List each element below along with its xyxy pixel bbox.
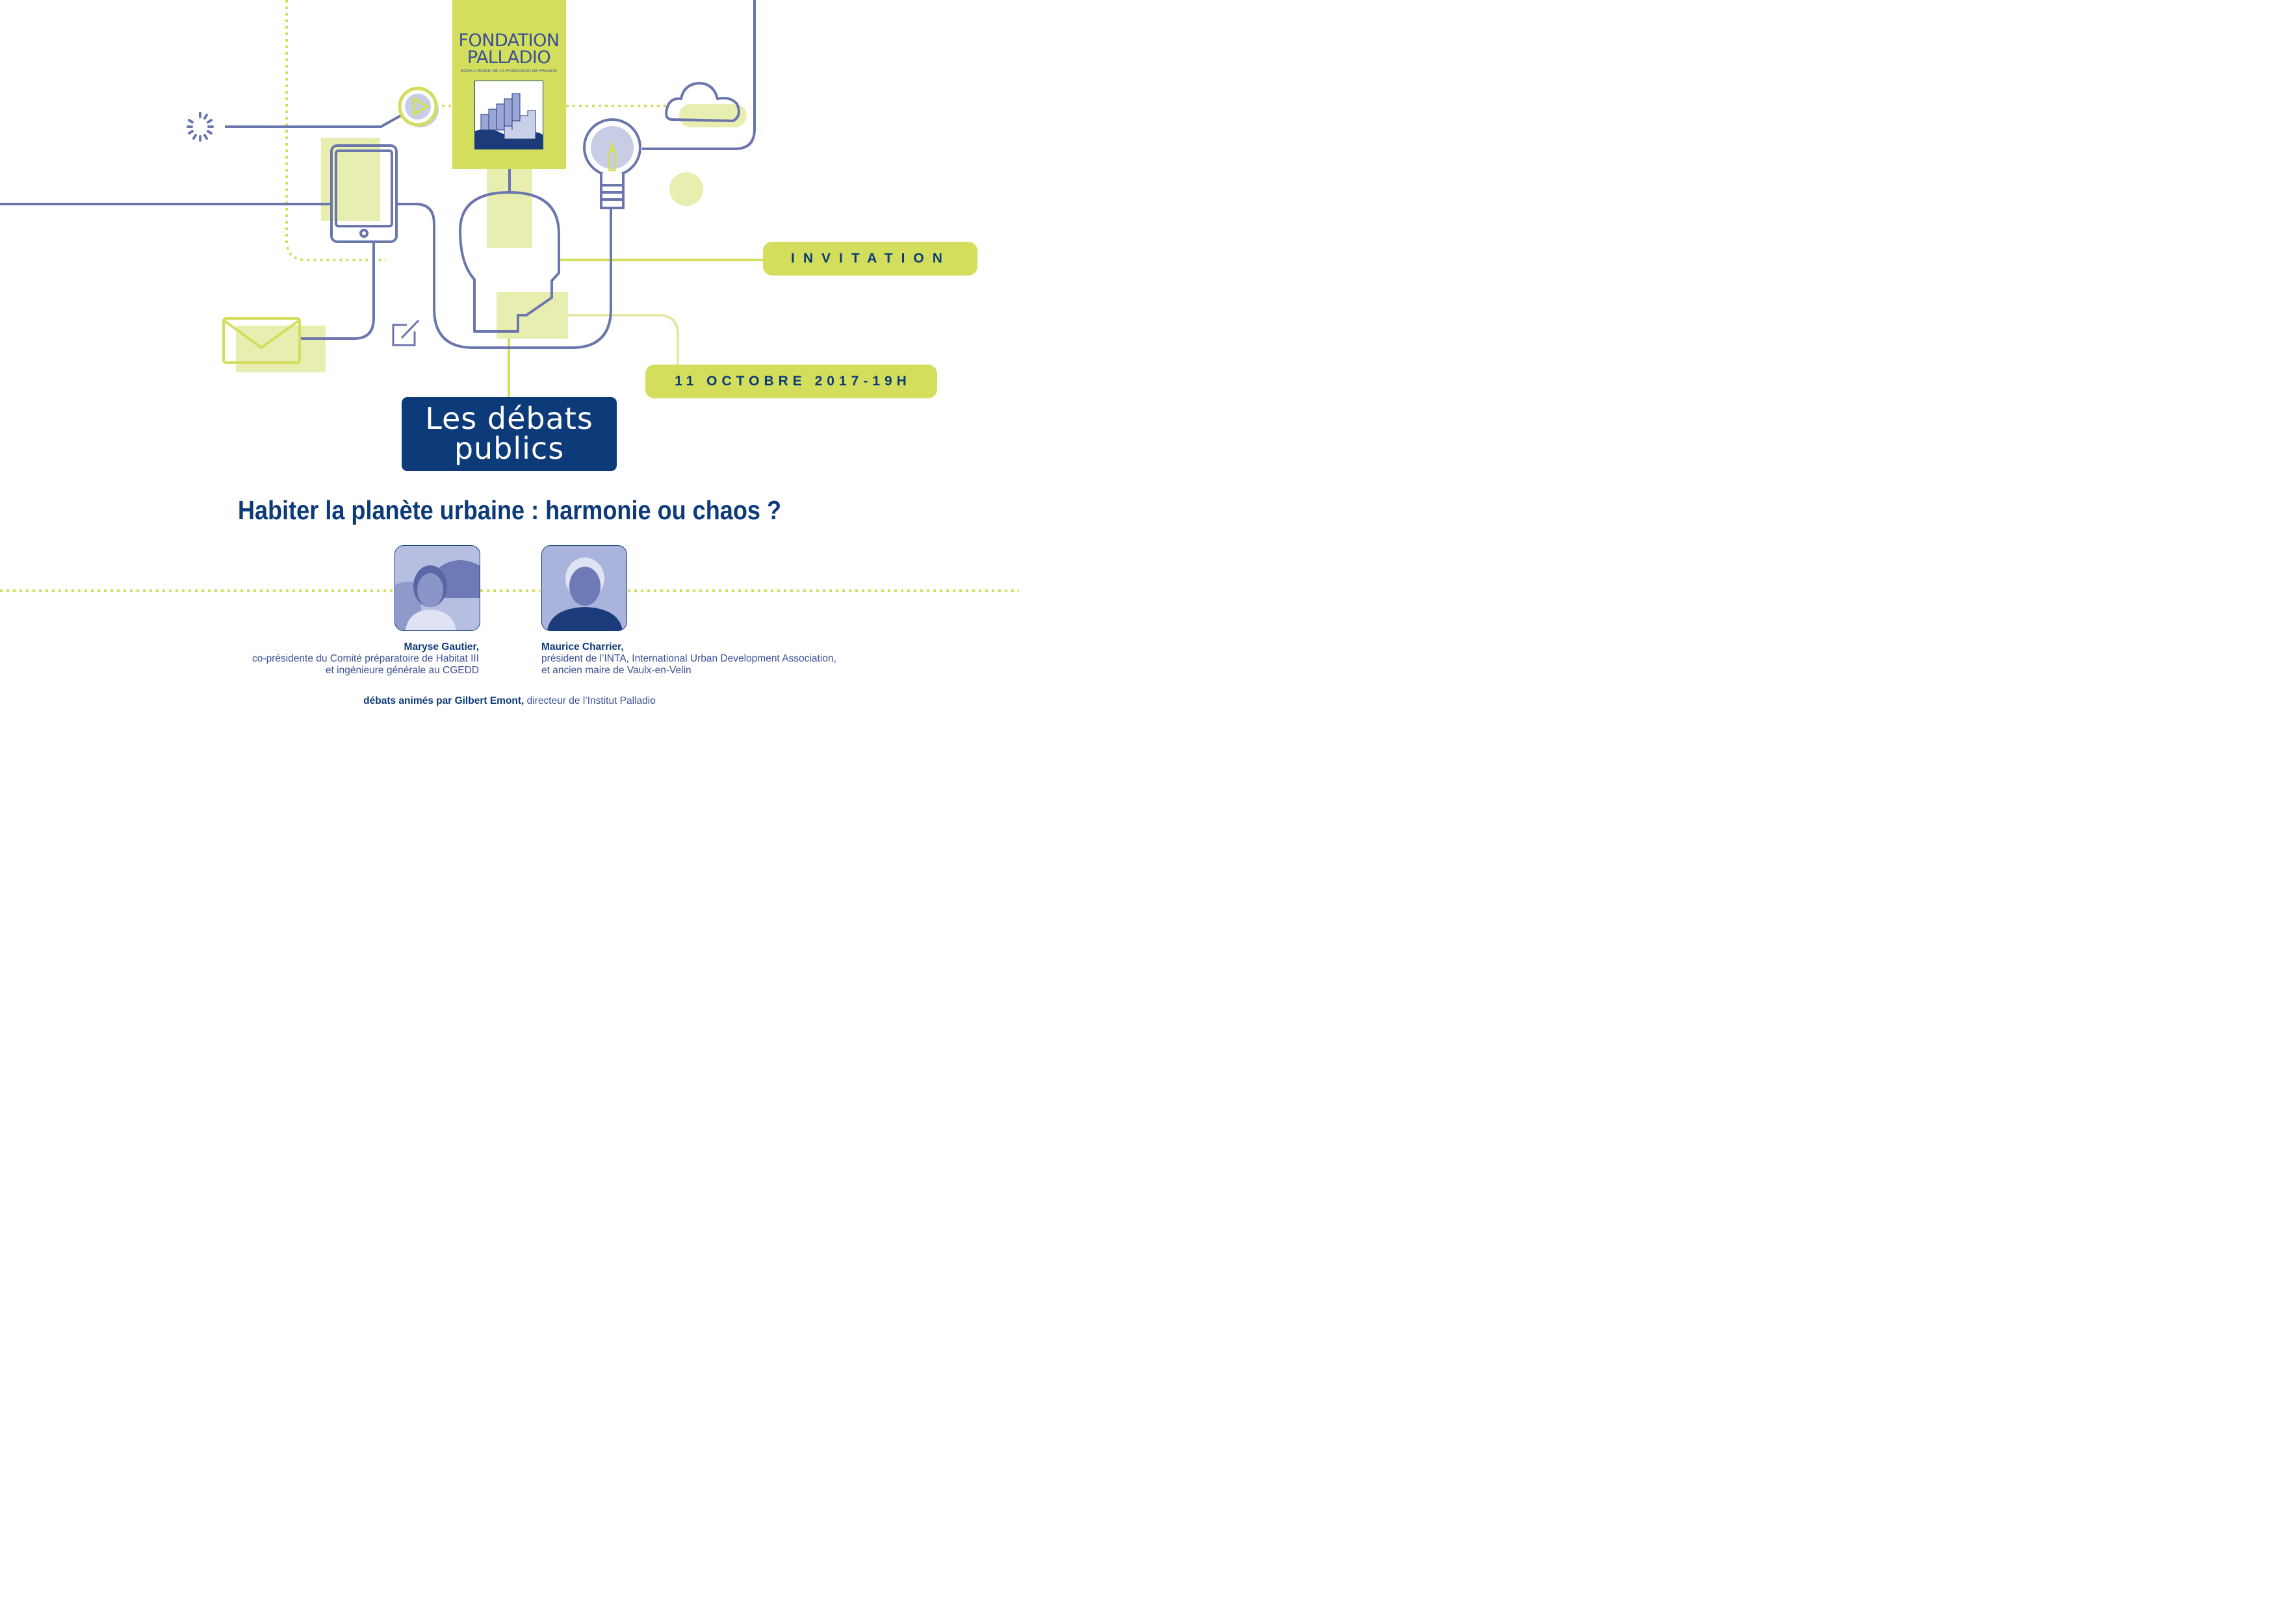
series-title-line1: Les débats — [425, 401, 593, 436]
moderator-line — [0, 695, 1019, 707]
logo-tagline: SOUS L'EGIDE DE LA FONDATION DE FRANCE — [460, 69, 558, 73]
speaker-name: Maryse Gautier, — [404, 641, 479, 652]
speaker-name: Maurice Charrier, — [541, 641, 624, 652]
moderator-name: débats animés par Gilbert Emont, — [363, 695, 524, 706]
speaker-photo-gautier — [394, 545, 480, 631]
moderator-role: directeur de l’Institut Palladio — [526, 695, 656, 706]
speaker-role-line2: et ancien maire de Vaulx-en-Velin — [541, 665, 691, 676]
edit-icon — [393, 320, 419, 345]
logo-stairs-icon — [474, 81, 543, 149]
speaker-role-line1: président de l’INTA, International Urban Development Association, — [541, 653, 836, 664]
play-button-icon — [400, 88, 439, 127]
invitation-label: INVITATION — [791, 251, 951, 266]
logo-text-fondation: FONDATION — [458, 31, 560, 51]
speaker-photo-charrier — [541, 545, 627, 631]
loading-spinner-icon — [188, 113, 213, 140]
speaker-role-line2: et ingénieure générale au CGEDD — [325, 665, 479, 676]
event-date: 11 OCTOBRE 2017-19H — [675, 374, 911, 389]
series-title-line2: publics — [454, 431, 565, 466]
logo-text-palladio: PALLADIO — [467, 47, 551, 68]
event-headline: Habiter la planète urbaine : harmonie ou chaos ? — [237, 495, 782, 525]
small-circle-decor — [669, 172, 703, 206]
speaker-info-charrier — [541, 641, 931, 677]
speaker-role-line1: co-présidente du Comité préparatoire de Habitat III — [252, 653, 479, 664]
light-connector — [568, 315, 678, 365]
lightbulb-icon — [584, 120, 640, 208]
speaker-info-gautier — [195, 641, 479, 677]
